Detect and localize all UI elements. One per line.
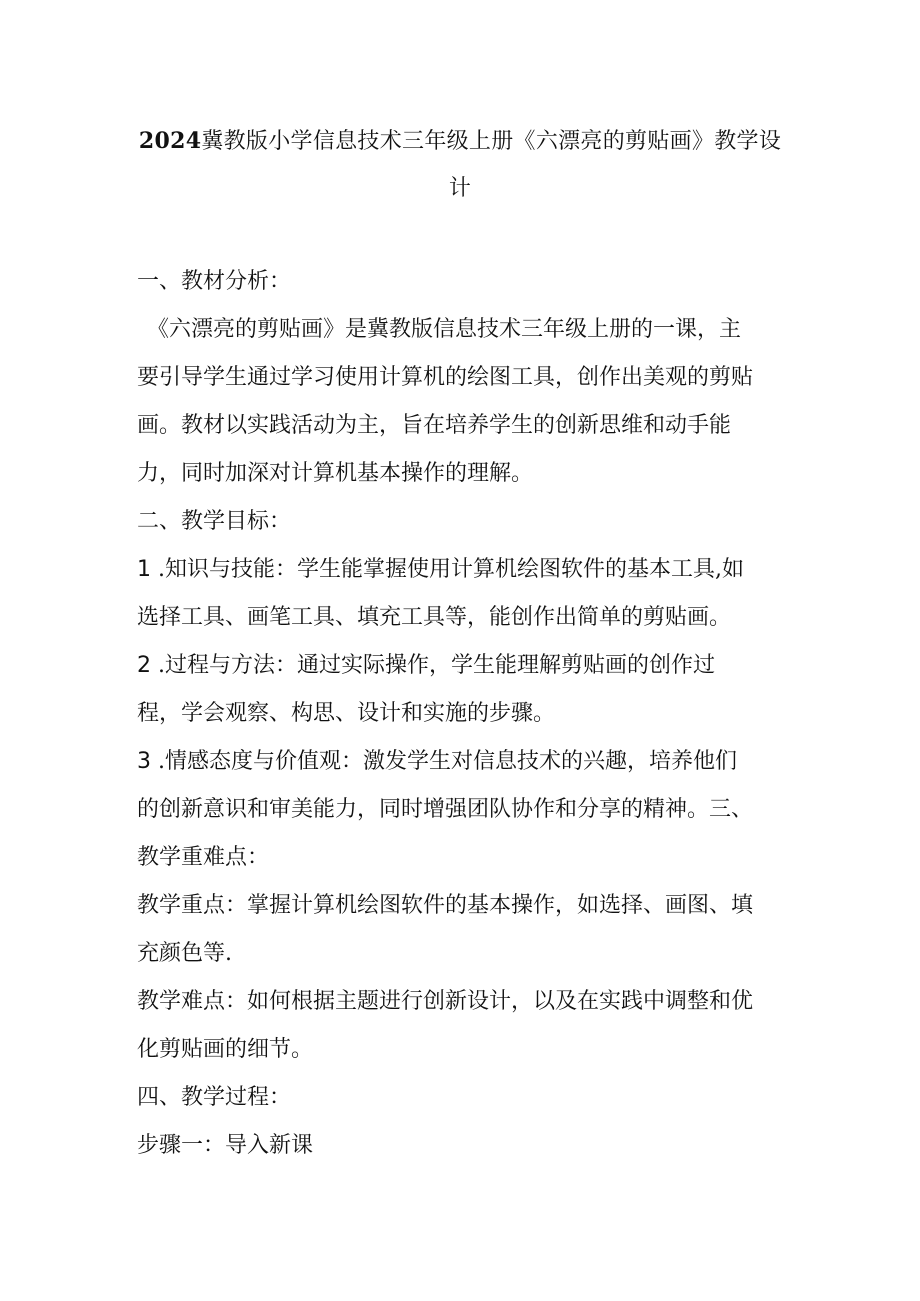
difficult-point-line-2: 化剪贴画的细节。 (137, 1037, 314, 1062)
goal-3-line-2: 的创新意识和审美能力，同时增强团队协作和分享的精神。三、 (137, 797, 754, 822)
analysis-line-4: 力，同时加深对计算机基本操作的理解。 (137, 461, 534, 486)
goal-1-line-2: 选择工具、画笔工具、填充工具等，能创作出简单的剪贴画。 (137, 605, 732, 630)
goal-3-number: 3 (137, 749, 151, 774)
goal-1-line-1 (137, 546, 787, 594)
goal-3-text: .情感态度与价值观：激发学生对信息技术的兴趣，培养他们 (151, 749, 737, 774)
goal-3-line-3: 教学重难点： (137, 845, 270, 870)
goal-1-text: .知识与技能：学生能掌握使用计算机绘图软件的基本工具,如 (151, 557, 744, 582)
title-text: 冀教版小学信息技术三年级上册《六漂亮的剪贴画》教学设 (201, 129, 782, 154)
key-point-line-2: 充颜色等. (137, 941, 232, 966)
difficult-point-line-1: 教学难点：如何根据主题进行创新设计，以及在实践中调整和优 (137, 989, 754, 1014)
goals-heading: 二、教学目标： (137, 509, 292, 534)
step-1: 步骤一：导入新课 (137, 1133, 314, 1158)
goal-2-line-2: 程，学会观察、构思、设计和实施的步骤。 (137, 701, 556, 726)
title-line-2: 计 (448, 176, 472, 201)
goal-2-line-1 (137, 642, 787, 690)
title-year: 2024 (138, 128, 202, 154)
goal-2-number: 2 (137, 653, 151, 678)
analysis-line-1: 《六漂亮的剪贴画》是冀教版信息技术三年级上册的一课，主 (147, 317, 742, 342)
analysis-heading: 一、教材分析： (137, 269, 292, 294)
key-point-line-1: 教学重点：掌握计算机绘图软件的基本操作，如选择、画图、填 (137, 893, 754, 918)
goal-1-number: 1 (137, 557, 151, 582)
analysis-line-2: 要引导学生通过学习使用计算机的绘图工具，创作出美观的剪贴 (137, 365, 754, 390)
process-heading: 四、教学过程： (137, 1085, 292, 1110)
goal-3-line-1 (137, 738, 787, 786)
document-title (120, 112, 800, 208)
document-body (137, 258, 787, 1170)
title-line-1 (120, 112, 800, 160)
analysis-line-3: 画。教材以实践活动为主，旨在培养学生的创新思维和动手能 (137, 413, 732, 438)
goal-2-text: .过程与方法：通过实际操作，学生能理解剪贴画的创作过 (151, 653, 715, 678)
